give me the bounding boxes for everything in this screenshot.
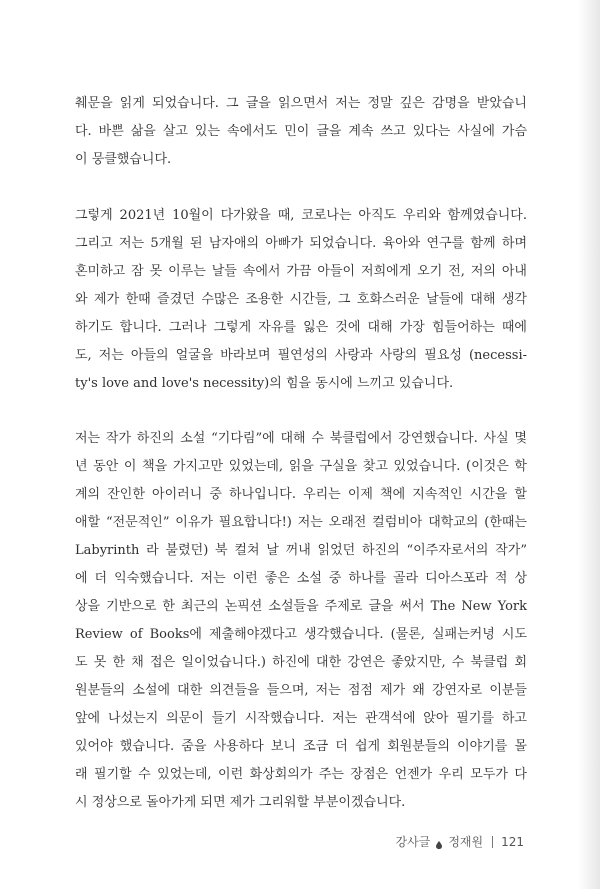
text-line: ty's love and love's necessity)의 힘을 동시에 느끼고 있습니다. xyxy=(75,376,454,391)
text-line: 계의 잔인한 아이러니 중 하나입니다. 우리는 이제 책에 지속적인 시간을 할 xyxy=(75,487,527,502)
text-line: 래 필기할 수 있었는데, 이런 화상회의가 주는 장점은 언젠가 우리 모두가 다 xyxy=(75,767,527,782)
text-line: 시 정상으로 돌아가게 되면 제가 그리워할 부분이겠습니다. xyxy=(75,795,406,810)
page-edge-shadow xyxy=(578,0,600,889)
paragraph-1 xyxy=(75,90,527,174)
page-footer xyxy=(396,833,524,850)
footer-section-title: 강사글 xyxy=(395,835,431,849)
text-line: 원분들의 소설에 대한 의견들을 들으며, 저는 점점 제가 왜 강연자로 이분들 xyxy=(75,683,527,698)
text-line: 혼미하고 잠 못 이루는 날들 속에서 가끔 아들이 저희에게 오기 전, 저의 아내 xyxy=(75,264,527,279)
text-line: 년 동안 이 책을 가지고만 있었는데, 읽을 구실을 찾고 있었습니다. (이것은 학 xyxy=(75,459,527,474)
paragraph-3 xyxy=(75,425,527,817)
text-line: 다. 바쁜 삶을 살고 있는 속에서도 민이 글을 계속 쓰고 있다는 사실에 가슴 xyxy=(75,124,527,139)
text-line: 저는 작가 하진의 소설 “기다림”에 대해 수 북클럽에서 강연했습니다. 사실 몇 xyxy=(75,431,527,446)
text-line: Labyrinth 라 불렸던) 북 컬쳐 날 꺼내 읽었던 하진의 “이주자로서의 작가” xyxy=(75,543,527,558)
text-line: 있어야 했습니다. 줌을 사용하다 보니 조금 더 쉽게 회원분들의 이야기를 몰 xyxy=(75,739,527,754)
text-line: 앞에 나섰는지 의문이 들기 시작했습니다. 저는 관객석에 앉아 필기를 하고 xyxy=(75,711,527,726)
text-line: 이 뭉클했습니다. xyxy=(75,152,172,167)
text-line: 와 제가 한때 즐겼던 수많은 조용한 시간들, 그 호화스러운 날들에 대해 생각 xyxy=(75,292,527,307)
text-line: 그리고 저는 5개월 된 남자애의 아빠가 되었습니다. 육아와 연구를 함께 하며 xyxy=(75,236,527,251)
footer-author: 정재원 xyxy=(448,835,484,849)
text-line: 그렇게 2021년 10월이 다가왔을 때, 코로나는 아직도 우리와 함께였습니다. xyxy=(75,208,527,223)
text-line: 췌문을 읽게 되었습니다. 그 글을 읽으면서 저는 정말 깊은 감명을 받았습니 xyxy=(75,96,527,111)
text-line: Review of Books에 제출해야겠다고 생각했습니다. (물론, 실패는커녕 시도 xyxy=(75,627,527,642)
paragraph-2 xyxy=(75,202,527,398)
text-line: 상을 기반으로 한 최근의 논픽션 소설들을 주제로 글을 써서 The New York xyxy=(75,599,527,614)
text-line: 하기도 합니다. 그러나 그렇게 자유를 잃은 것에 대해 가장 힘들어하는 때에 xyxy=(75,320,527,335)
ink-drop-icon xyxy=(436,838,442,846)
text-line: 도 못 한 채 접은 일이었습니다.) 하진에 대한 강연은 좋았지만, 수 북클럽 회 xyxy=(75,655,527,670)
text-line: 도, 저는 아들의 얼굴을 바라보며 필연성의 사랑과 사랑의 필요성 (necessi- xyxy=(75,348,527,363)
text-line: 에 더 익숙했습니다. 저는 이런 좋은 소설 중 하나를 골라 디아스포라 적 상 xyxy=(75,571,527,586)
page-number: 121 xyxy=(501,834,524,849)
text-line: 애할 “전문적인” 이유가 필요합니다!) 저는 오래전 컬럼비아 대학교의 (한때는 xyxy=(75,515,527,530)
footer-divider xyxy=(492,836,493,848)
